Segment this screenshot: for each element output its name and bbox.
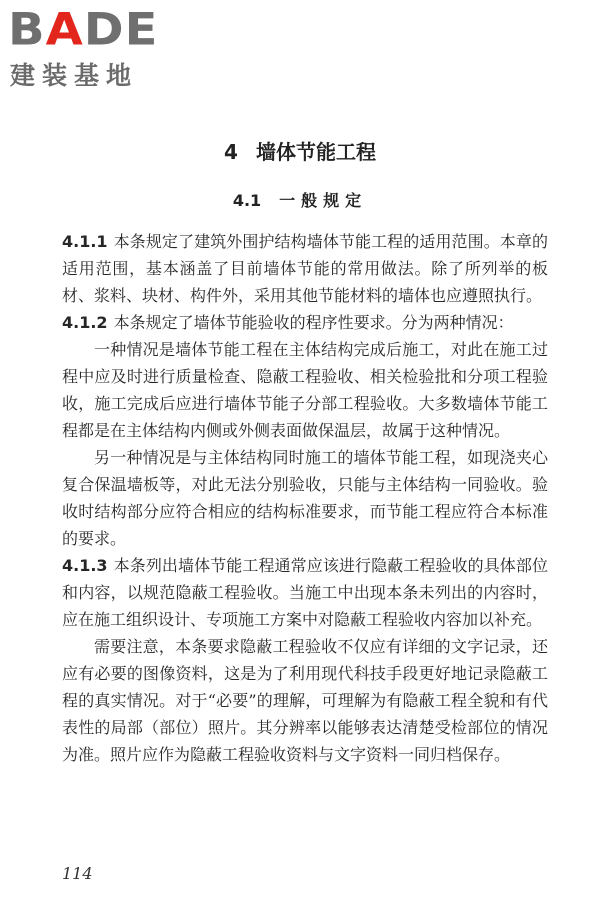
clause-4-1-2-paragraph-1: 一种情况是墙体节能工程在主体结构完成后施工，对此在施工过程中应及时进行质量检查、隐蔽工程验收、相关检验批和分项工程验收，施工完成后应进行墙体节能子分部工程验收。大多数墙体节能工程都是在主体结构内侧或外侧表面做保温层，故属于这种情况。: [62, 340, 548, 440]
clause-text: 本条规定了墙体节能验收的程序性要求。分为两种情况：: [113, 313, 514, 332]
logo-letters-de: DE: [83, 4, 159, 56]
clause-number: 4.1.3: [62, 556, 108, 575]
chapter-number: 4: [224, 140, 238, 164]
clause-4-1-2-paragraph-2: 另一种情况是与主体结构同时施工的墙体节能工程，如现浇夹心复合保温墙板等，对此无法分别验收，只能与主体结构一同验收。验收时结构部分应符合相应的结构标准要求，而节能工程应符合本标准的要求。: [62, 448, 548, 548]
clause-text: 本条规定了建筑外围护结构墙体节能工程的适用范围。本章的适用范围，基本涵盖了目前墙体节能的常用做法。除了所列举的板材、浆料、块材、构件外，采用其他节能材料的墙体也应遵照执行。: [62, 232, 548, 305]
section-title: [0, 188, 600, 211]
bade-logo: [8, 6, 183, 96]
section-title-text: 一般规定: [279, 191, 368, 210]
chapter-title-text: 墙体节能工程: [255, 140, 376, 164]
logo-wordmark: [8, 6, 158, 54]
clause-4-1-2: [62, 309, 548, 336]
clause-number: 4.1.2: [62, 313, 108, 332]
logo-letter-b: B: [8, 4, 46, 56]
logo-subtitle: 建装基地: [10, 61, 139, 90]
body-text: [62, 228, 548, 768]
clause-number: 4.1.1: [62, 232, 108, 251]
chapter-title: [0, 136, 600, 165]
clause-4-1-3: [62, 552, 548, 633]
logo-letter-a-accent: A: [45, 4, 84, 56]
clause-4-1-1: [62, 228, 548, 309]
page-number: 114: [62, 864, 93, 883]
clause-4-1-3-paragraph-1: 需要注意，本条要求隐蔽工程验收不仅应有详细的文字记录，还应有必要的图像资料，这是为了利用现代科技手段更好地记录隐蔽工程的真实情况。对于“必要”的理解，可理解为有隐蔽工程全貌和有代表性的局部（部位）照片。其分辨率以能够表达清楚受检部位的情况为准。照片应作为隐蔽工程验收资料与文字资料一同归档保存。: [62, 637, 548, 764]
section-number: 4.1: [232, 191, 262, 210]
clause-text: 本条列出墙体节能工程通常应该进行隐蔽工程验收的具体部位和内容，以规范隐蔽工程验收。当施工中出现本条未列出的内容时，应在施工组织设计、专项施工方案中对隐蔽工程验收内容加以补充。: [62, 556, 548, 629]
